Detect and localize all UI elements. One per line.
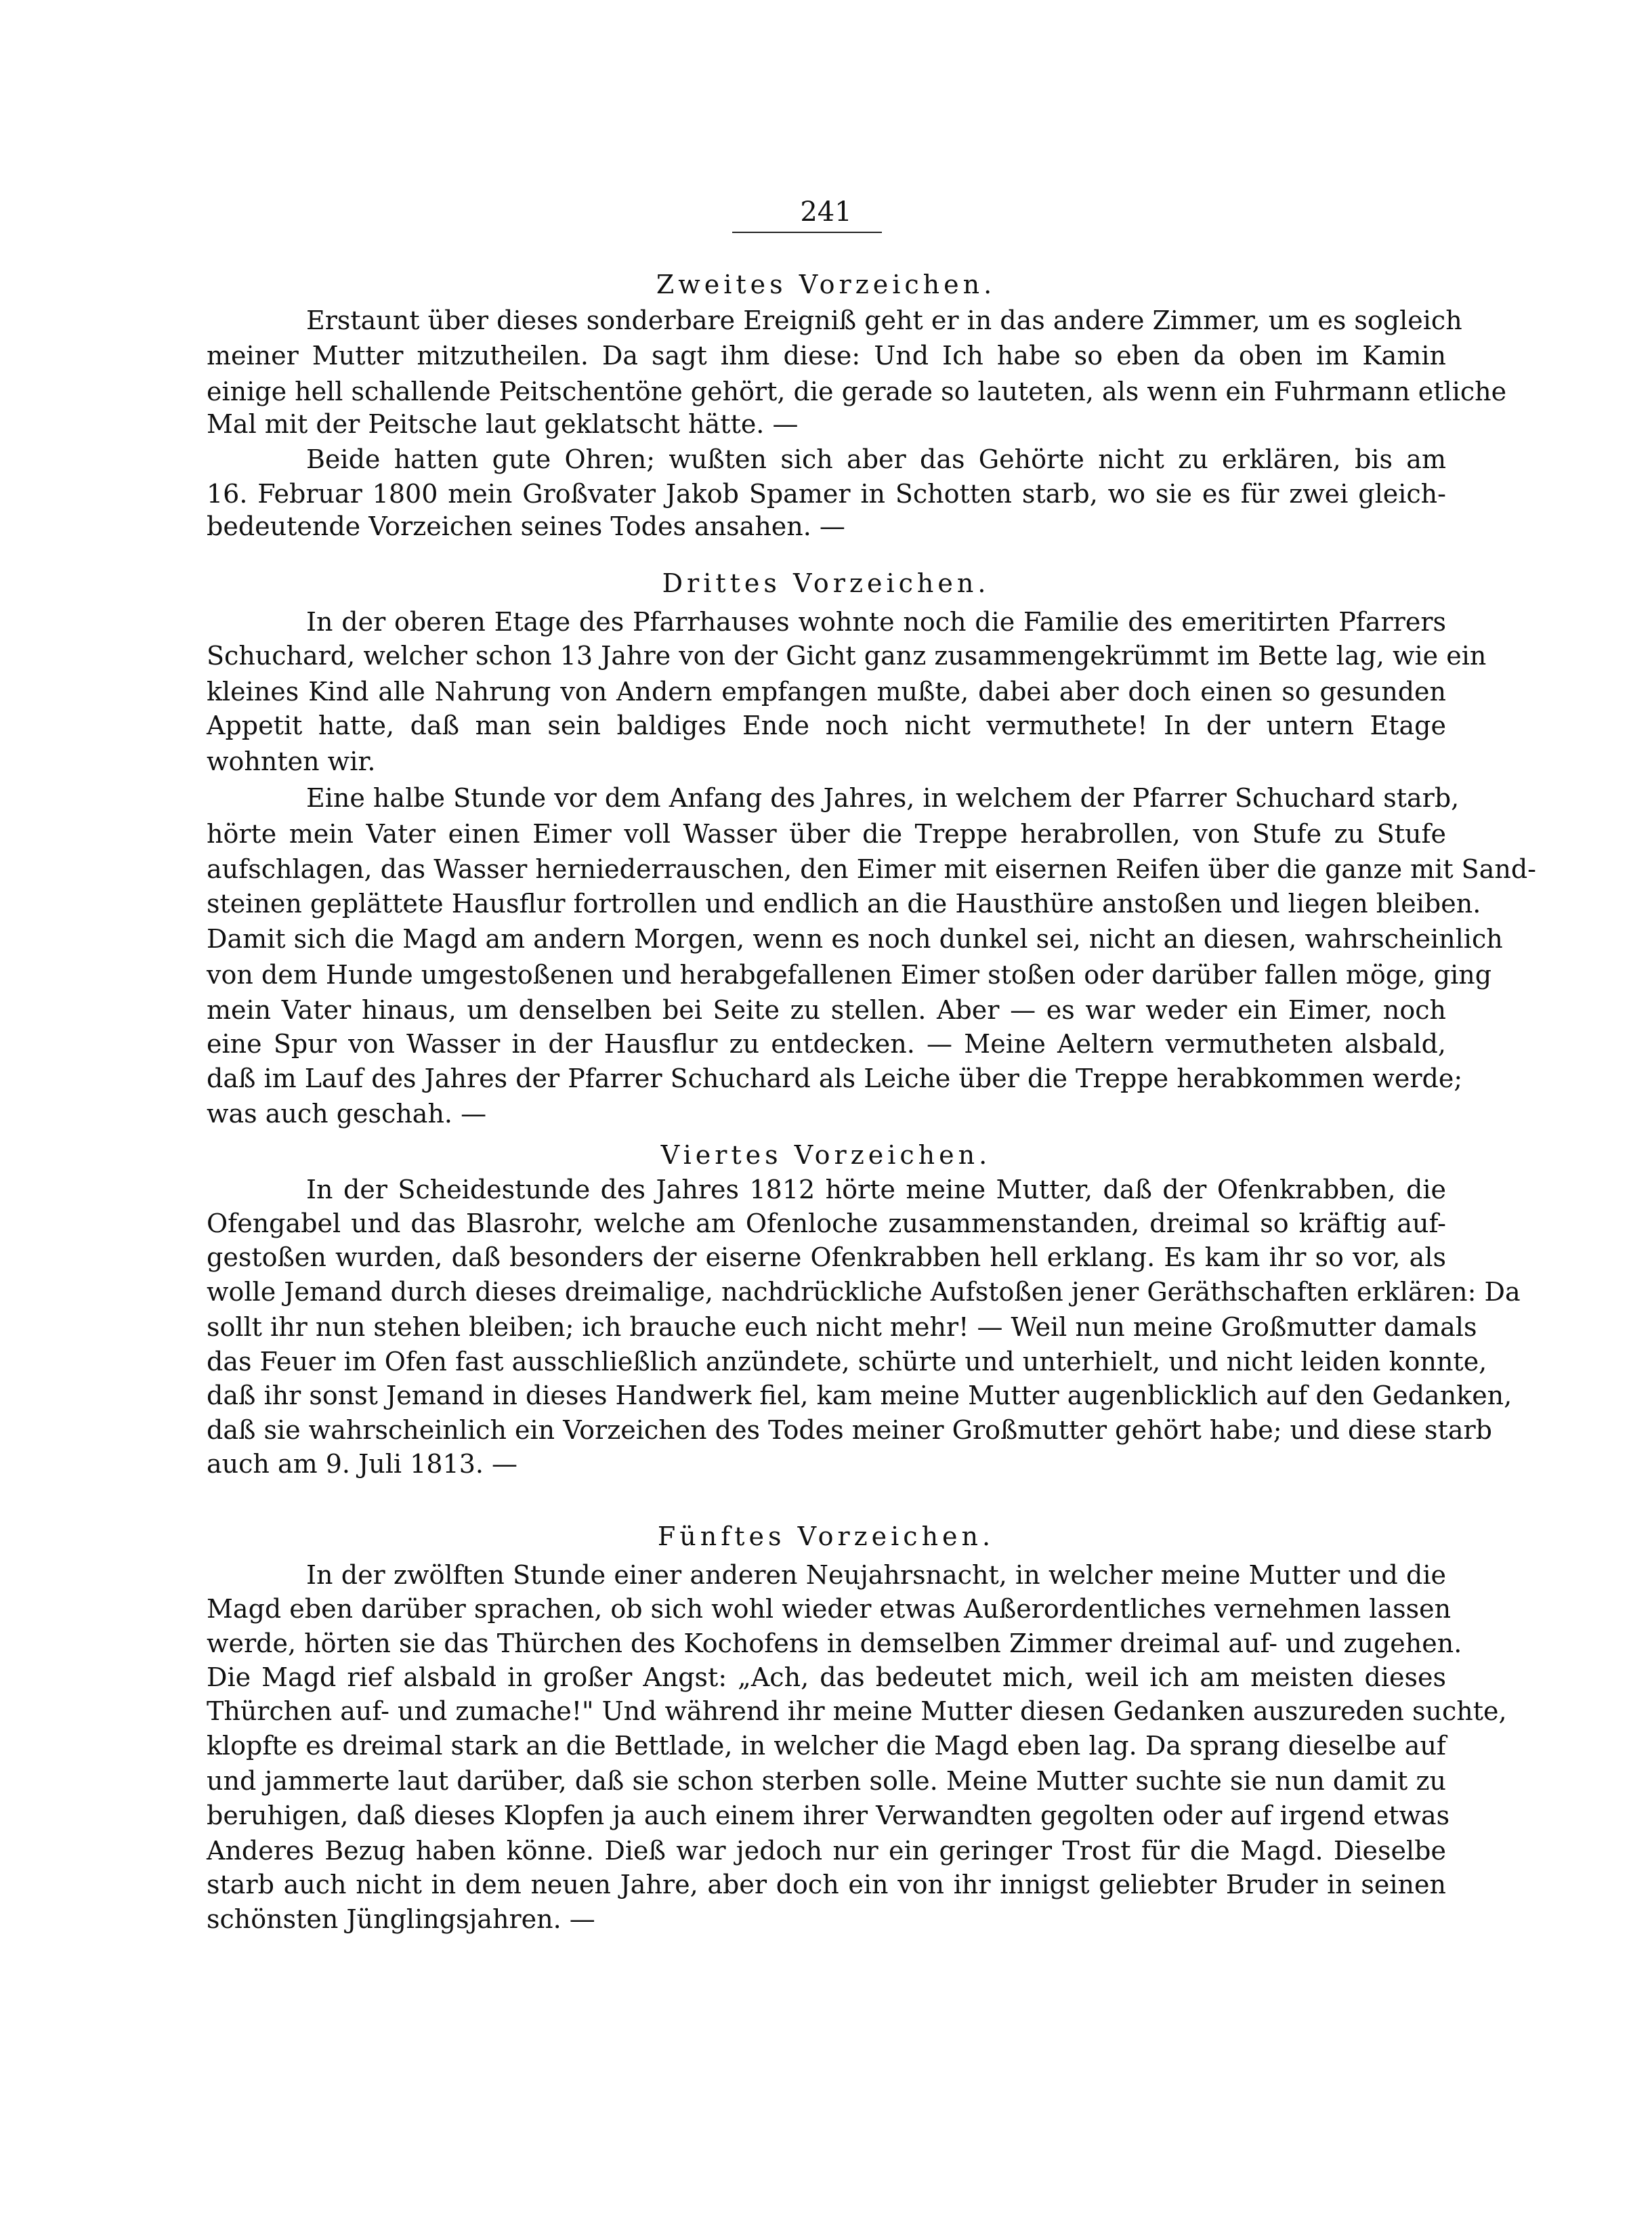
text-line: mein Vater hinaus, um denselben bei Seite zu stellen. Aber — es war weder ein Eimer, noch — [207, 995, 1446, 1025]
text-line: gestoßen wurden, daß besonders der eiserne Ofenkrabben hell erklang. Es kam ihr so vor, als — [207, 1242, 1446, 1272]
text-line: klopfte es dreimal stark an die Bettlade, in welcher die Magd eben lag. Da sprang dieselbe auf — [207, 1731, 1446, 1761]
text-line: Thürchen auf- und zumache!" Und während ihr meine Mutter diesen Gedanken auszureden suchte, — [207, 1696, 1507, 1726]
page-number: 241 — [800, 196, 852, 228]
text-line: Damit sich die Magd am andern Morgen, wenn es noch dunkel sei, nicht an diesen, wahrscheinlich — [207, 924, 1503, 954]
text-line: Eine halbe Stunde vor dem Anfang des Jahres, in welchem der Pfarrer Schuchard starb, — [306, 783, 1460, 813]
text-line: In der oberen Etage des Pfarrhauses wohnte noch die Familie des emeritirten Pfarrers — [306, 607, 1446, 637]
text-line: sollt ihr nun stehen bleiben; ich brauche euch nicht mehr! — Weil nun meine Großmutter damals — [207, 1312, 1477, 1342]
text-line: Beide hatten gute Ohren; wußten sich aber das Gehörte nicht zu erklären, bis am — [306, 444, 1446, 474]
text-line: aufschlagen, das Wasser herniederrauschen, den Eimer mit eisernen Reifen über die ganze mit Sand- — [207, 854, 1537, 884]
text-line: und jammerte laut darüber, daß sie schon sterben solle. Meine Mutter suchte sie nun damit zu — [207, 1766, 1446, 1796]
text-line: Schuchard, welcher schon 13 Jahre von der Gicht ganz zusammengekrümmt im Bette lag, wie ein — [207, 641, 1487, 671]
text-line: bedeutende Vorzeichen seines Todes ansahen. — — [207, 511, 845, 541]
text-line: daß ihr sonst Jemand in dieses Handwerk fiel, kam meine Mutter augenblicklich auf den Gedanken, — [207, 1381, 1512, 1410]
text-line: wolle Jemand durch dieses dreimalige, nachdrückliche Aufstoßen jener Geräthschaften erklären: Da — [207, 1277, 1521, 1307]
text-line: Die Magd rief alsbald in großer Angst: „Ach, das bedeutet mich, weil ich am meisten dieses — [207, 1662, 1446, 1692]
text-line: Ofengabel und das Blasrohr, welche am Ofenloche zusammenstanden, dreimal so kräftig auf- — [207, 1209, 1446, 1238]
section-heading: Zweites Vorzeichen. — [656, 270, 996, 299]
text-line: Erstaunt über dieses sonderbare Ereigniß geht er in das andere Zimmer, um es sogleich — [306, 306, 1462, 335]
text-line: meiner Mutter mitzutheilen. Da sagt ihm diese: Und Ich habe so eben da oben im Kamin — [207, 341, 1446, 371]
text-line: starb auch nicht in dem neuen Jahre, aber doch ein von ihr innigst geliebter Bruder in seinen — [207, 1870, 1446, 1899]
text-line: Appetit hatte, daß man sein baldiges Ende noch nicht vermuthete! In der untern Etage — [207, 711, 1446, 740]
text-line: von dem Hunde umgestoßenen und herabgefallenen Eimer stoßen oder darüber fallen möge, ging — [207, 960, 1492, 990]
text-line: werde, hörten sie das Thürchen des Kochofens in demselben Zimmer dreimal auf- und zugehen. — [207, 1629, 1462, 1658]
text-line: hörte mein Vater einen Eimer voll Wasser über die Treppe herabrollen, von Stufe zu Stufe — [207, 819, 1446, 849]
text-line: auch am 9. Juli 1813. — — [207, 1449, 518, 1479]
text-line: daß im Lauf des Jahres der Pfarrer Schuchard als Leiche über die Treppe herabkommen werde; — [207, 1064, 1463, 1093]
text-line: Mal mit der Peitsche laut geklatscht hätte. — — [207, 409, 799, 439]
section-heading: Viertes Vorzeichen. — [660, 1140, 992, 1170]
text-line: Magd eben darüber sprachen, ob sich wohl wieder etwas Außerordentliches vernehmen lassen — [207, 1594, 1452, 1624]
text-line: schönsten Jünglingsjahren. — — [207, 1904, 595, 1934]
text-line: eine Spur von Wasser in der Hausflur zu entdecken. — Meine Aeltern vermutheten alsbald, — [207, 1029, 1446, 1059]
text-line: beruhigen, daß dieses Klopfen ja auch einem ihrer Verwandten gegolten oder auf irgend etwas — [207, 1801, 1450, 1830]
section-heading: Drittes Vorzeichen. — [662, 568, 990, 598]
text-line: In der zwölften Stunde einer anderen Neujahrsnacht, in welcher meine Mutter und die — [306, 1560, 1446, 1590]
text-line: 16. Februar 1800 mein Großvater Jakob Spamer in Schotten starb, wo sie es für zwei gleich- — [207, 479, 1446, 509]
text-line: wohnten wir. — [207, 747, 376, 776]
text-line: das Feuer im Ofen fast ausschließlich anzündete, schürte und unterhielt, und nicht leiden konnte, — [207, 1347, 1487, 1377]
text-line: einige hell schallende Peitschentöne gehört, die gerade so lauteten, als wenn ein Fuhrmann etliche — [207, 377, 1507, 406]
text-line: kleines Kind alle Nahrung von Andern empfangen mußte, dabei aber doch einen so gesunden — [207, 677, 1446, 707]
page-number-rule — [732, 232, 882, 233]
text-line: In der Scheidestunde des Jahres 1812 hörte meine Mutter, daß der Ofenkrabben, die — [306, 1175, 1446, 1204]
text-line: steinen geplättete Hausflur fortrollen und endlich an die Hausthüre anstoßen und liegen bleiben. — [207, 889, 1481, 919]
section-heading: Fünftes Vorzeichen. — [657, 1521, 995, 1551]
text-line: daß sie wahrscheinlich ein Vorzeichen des Todes meiner Großmutter gehört habe; und diese starb — [207, 1415, 1492, 1445]
text-line: was auch geschah. — — [207, 1099, 487, 1129]
text-line: Anderes Bezug haben könne. Dieß war jedoch nur ein geringer Trost für die Magd. Dieselbe — [207, 1836, 1446, 1866]
